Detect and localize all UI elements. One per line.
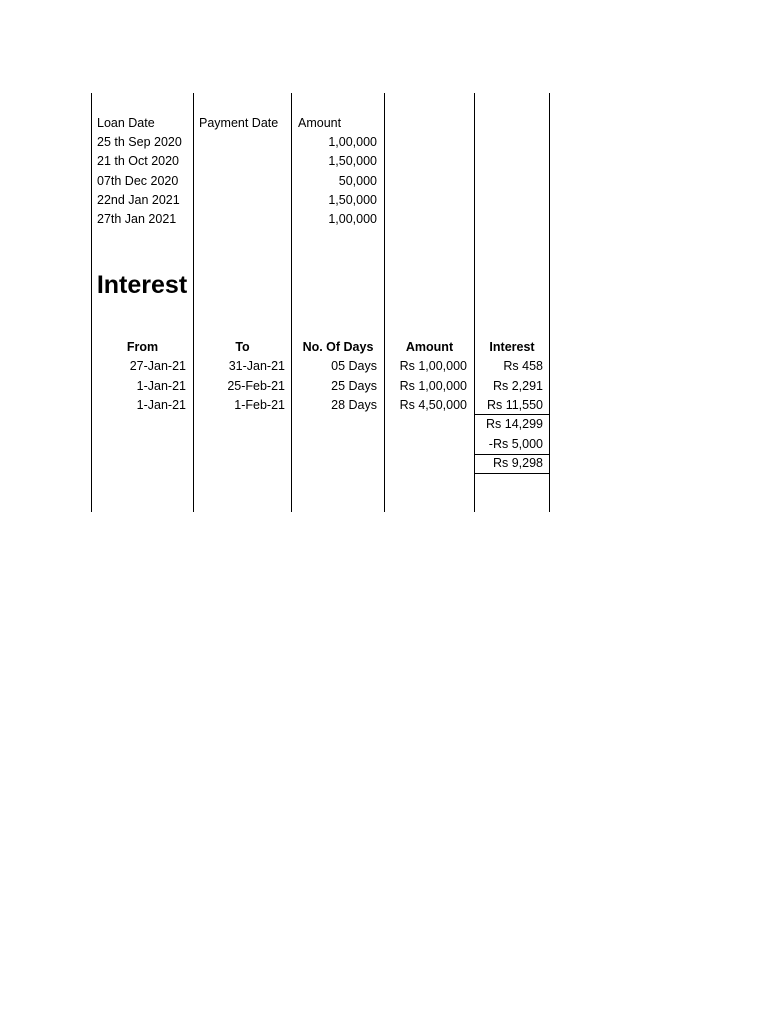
days-cell: 05 Days [331, 359, 377, 373]
interest-header: Interest [489, 340, 535, 354]
payment-date-header: Payment Date [199, 116, 279, 130]
column-border-b [193, 93, 194, 512]
loan-date-cell: 25 th Sep 2020 [97, 135, 182, 149]
days-cell: 25 Days [331, 379, 377, 393]
interest-deduction-cell: -Rs 5,000 [488, 437, 543, 451]
interest-cell: Rs 458 [503, 359, 543, 373]
days-header: No. Of Days [302, 340, 374, 354]
interest-net-cell: Rs 9,298 [492, 456, 543, 470]
from-cell: 1-Jan-21 [136, 398, 186, 412]
from-header: From [126, 340, 159, 354]
loan-amount-cell: 1,00,000 [328, 135, 377, 149]
interest-heading: Interest [96, 271, 188, 299]
loan-date-header: Loan Date [97, 116, 155, 130]
column-border-f [549, 93, 550, 512]
column-border-d [384, 93, 385, 512]
from-cell: 1-Jan-21 [136, 379, 186, 393]
loan-date-cell: 07th Dec 2020 [97, 174, 179, 188]
to-cell: 31-Jan-21 [228, 359, 285, 373]
loan-date-cell: 27th Jan 2021 [97, 212, 177, 226]
interest-cell: Rs 2,291 [492, 379, 543, 393]
loan-amount-cell: 1,00,000 [328, 212, 377, 226]
interest-cell: Rs 11,550 [486, 398, 543, 412]
amount-cell: Rs 1,00,000 [399, 379, 467, 393]
to-cell: 25-Feb-21 [227, 379, 285, 393]
loan-amount-cell: 1,50,000 [328, 193, 377, 207]
loan-amount-cell: 50,000 [338, 174, 377, 188]
amount-header: Amount [405, 340, 454, 354]
to-header: To [235, 340, 250, 354]
loan-date-cell: 22nd Jan 2021 [97, 193, 180, 207]
to-cell: 1-Feb-21 [234, 398, 285, 412]
days-cell: 28 Days [331, 398, 377, 412]
loan-amount-header: Amount [298, 116, 342, 130]
amount-cell: Rs 1,00,000 [399, 359, 467, 373]
interest-subtotal-cell: Rs 14,299 [486, 417, 543, 431]
from-cell: 27-Jan-21 [129, 359, 186, 373]
amount-cell: Rs 4,50,000 [399, 398, 467, 412]
loan-date-cell: 21 th Oct 2020 [97, 154, 180, 168]
loan-amount-cell: 1,50,000 [328, 154, 377, 168]
net-bottom-border [474, 473, 550, 474]
column-border-a [91, 93, 92, 512]
